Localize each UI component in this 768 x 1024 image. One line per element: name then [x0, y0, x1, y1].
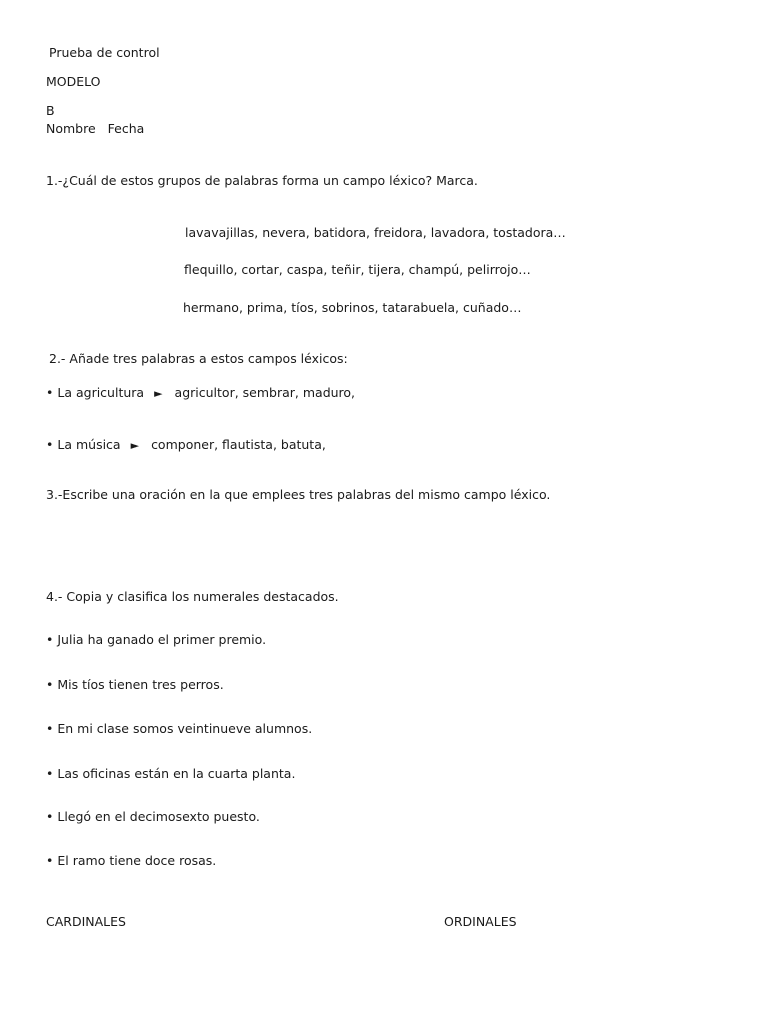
bullet-icon: • [46, 677, 54, 692]
arrow-right-icon: ► [130, 439, 140, 452]
bullet-icon: • [46, 385, 54, 400]
name-date-row [46, 121, 144, 137]
q4-sentence-text: El ramo tiene doce rosas. [57, 853, 217, 868]
date-label: Fecha [107, 121, 145, 136]
page-title: Prueba de control [49, 45, 160, 60]
ordinales-heading: ORDINALES [444, 914, 517, 929]
q4-sentence [46, 853, 216, 869]
q4-sentence-text: En mi clase somos veintinueve alumnos. [57, 721, 313, 736]
q2-item [46, 437, 326, 454]
q1-option: hermano, prima, tíos, sobrinos, tatarabuela, cuñado… [183, 300, 522, 315]
q4-sentence [46, 766, 295, 782]
bullet-icon: • [46, 766, 54, 781]
q3-prompt: 3.-Escribe una oración en la que emplees tres palabras del mismo campo léxico. [46, 487, 551, 502]
q1-prompt: 1.-¿Cuál de estos grupos de palabras forma un campo léxico? Marca. [46, 173, 478, 188]
bullet-icon: • [46, 437, 54, 452]
q4-sentence-text: Llegó en el decimosexto puesto. [57, 809, 260, 824]
q4-sentence-text: Julia ha ganado el primer premio. [57, 632, 267, 647]
bullet-icon: • [46, 809, 54, 824]
q4-sentence-text: Las oficinas están en la cuarta planta. [57, 766, 296, 781]
q4-sentence [46, 632, 266, 648]
q4-sentence-text: Mis tíos tienen tres perros. [57, 677, 224, 692]
model-value: B [46, 103, 55, 118]
cardinales-heading: CARDINALES [46, 914, 126, 929]
q4-sentence [46, 809, 260, 825]
q4-sentence [46, 721, 312, 737]
q2-item [46, 385, 355, 402]
q2-words: componer, flautista, batuta, [151, 437, 326, 452]
q1-option: flequillo, cortar, caspa, teñir, tijera, champú, pelirrojo… [184, 262, 531, 277]
q4-prompt: 4.- Copia y clasifica los numerales destacados. [46, 589, 339, 604]
q2-field: La música [57, 437, 121, 452]
bullet-icon: • [46, 853, 54, 868]
q4-sentence [46, 677, 224, 693]
q2-words: agricultor, sembrar, maduro, [174, 385, 356, 400]
name-label: Nombre [46, 121, 96, 136]
q2-field: La agricultura [57, 385, 145, 400]
q1-option: lavavajillas, nevera, batidora, freidora, lavadora, tostadora… [185, 225, 566, 240]
bullet-icon: • [46, 721, 54, 736]
q2-prompt: 2.- Añade tres palabras a estos campos léxicos: [49, 351, 348, 366]
model-label: MODELO [46, 74, 101, 89]
arrow-right-icon: ► [154, 387, 163, 400]
bullet-icon: • [46, 632, 54, 647]
